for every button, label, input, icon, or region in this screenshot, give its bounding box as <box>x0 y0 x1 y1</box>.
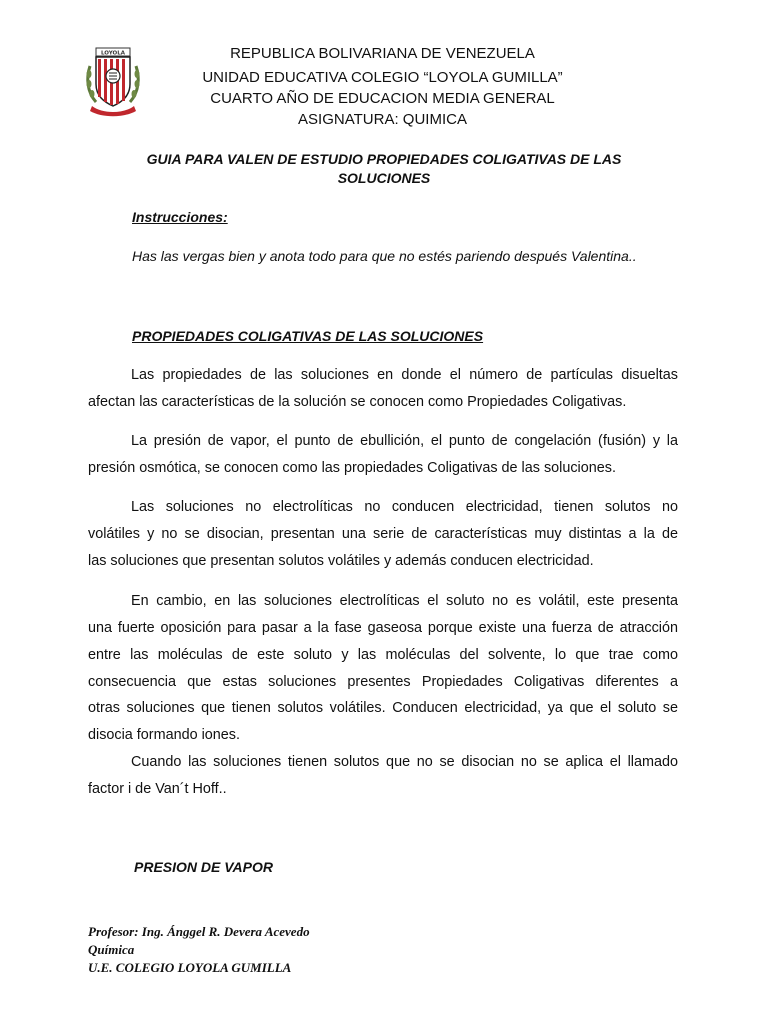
paragraph-3-line: Las soluciones no electrolíticas no conducen electricidad, tienen solutos no <box>131 499 678 515</box>
crest-banner-text: LOYOLA <box>100 50 126 57</box>
paragraph-4-line: consecuencia que estas soluciones presentes Propiedades Coligativas diferentes a <box>88 674 678 690</box>
school-crest-logo <box>84 44 142 118</box>
paragraph-4-line: otras soluciones que tienen solutos volátiles. Conducen electricidad, ya que el soluto se <box>88 700 678 716</box>
document-title-line-1: GUIA PARA VALEN DE ESTUDIO PROPIEDADES COLIGATIVAS DE LAS <box>146 151 622 167</box>
footer-subject: Química <box>88 942 135 957</box>
paragraph-4-line: entre las moléculas de este soluto y las moléculas del solvente, lo que trae como <box>88 647 678 663</box>
paragraph-4-line: disocia formando iones. <box>88 727 240 743</box>
paragraph-4-line: En cambio, en las soluciones electrolíticas el soluto no es volátil, este presenta <box>131 593 678 609</box>
paragraph-3-line: volátiles y no se disocian, presentan una serie de características muy distintas a la de <box>88 526 678 542</box>
paragraph-1-line: afectan las características de la solución se conocen como Propiedades Coligativas. <box>88 394 627 410</box>
paragraph-4-line: una fuerte oposición para pasar a la fase gaseosa porque existe una fuerza de atracción <box>88 620 678 636</box>
paragraph-2-line: La presión de vapor, el punto de ebullición, el punto de congelación (fusión) y la <box>131 433 678 449</box>
header-grade: CUARTO AÑO DE EDUCACION MEDIA GENERAL <box>210 90 555 107</box>
footer-professor: Profesor: Ing. Ánggel R. Devera Acevedo <box>88 924 310 939</box>
paragraph-1-line: Las propiedades de las soluciones en donde el número de partículas disueltas <box>131 367 678 383</box>
paragraph-5-line: factor i de Van´t Hoff.. <box>88 781 227 797</box>
paragraph-2-line: presión osmótica, se conocen como las propiedades Coligativas de las soluciones. <box>88 460 616 476</box>
paragraph-5-line: Cuando las soluciones tienen solutos que no se disocian no se aplica el llamado <box>131 754 678 770</box>
section-heading-vapor-pressure: PRESION DE VAPOR <box>134 859 273 875</box>
header-subject: ASIGNATURA: QUIMICA <box>298 111 467 128</box>
instructions-heading: Instrucciones: <box>132 209 228 225</box>
footer-school: U.E. COLEGIO LOYOLA GUMILLA <box>88 960 292 975</box>
header-school: UNIDAD EDUCATIVA COLEGIO “LOYOLA GUMILLA” <box>202 69 563 86</box>
paragraph-3-line: las soluciones que presentan solutos volátiles y además conducen electricidad. <box>88 553 594 569</box>
document-title-line-2: SOLUCIONES <box>337 170 431 186</box>
header-country: REPUBLICA BOLIVARIANA DE VENEZUELA <box>230 45 535 62</box>
instructions-text: Has las vergas bien y anota todo para que no estés pariendo después Valentina.. <box>132 248 637 264</box>
section-heading-coligative: PROPIEDADES COLIGATIVAS DE LAS SOLUCIONES <box>132 328 484 344</box>
